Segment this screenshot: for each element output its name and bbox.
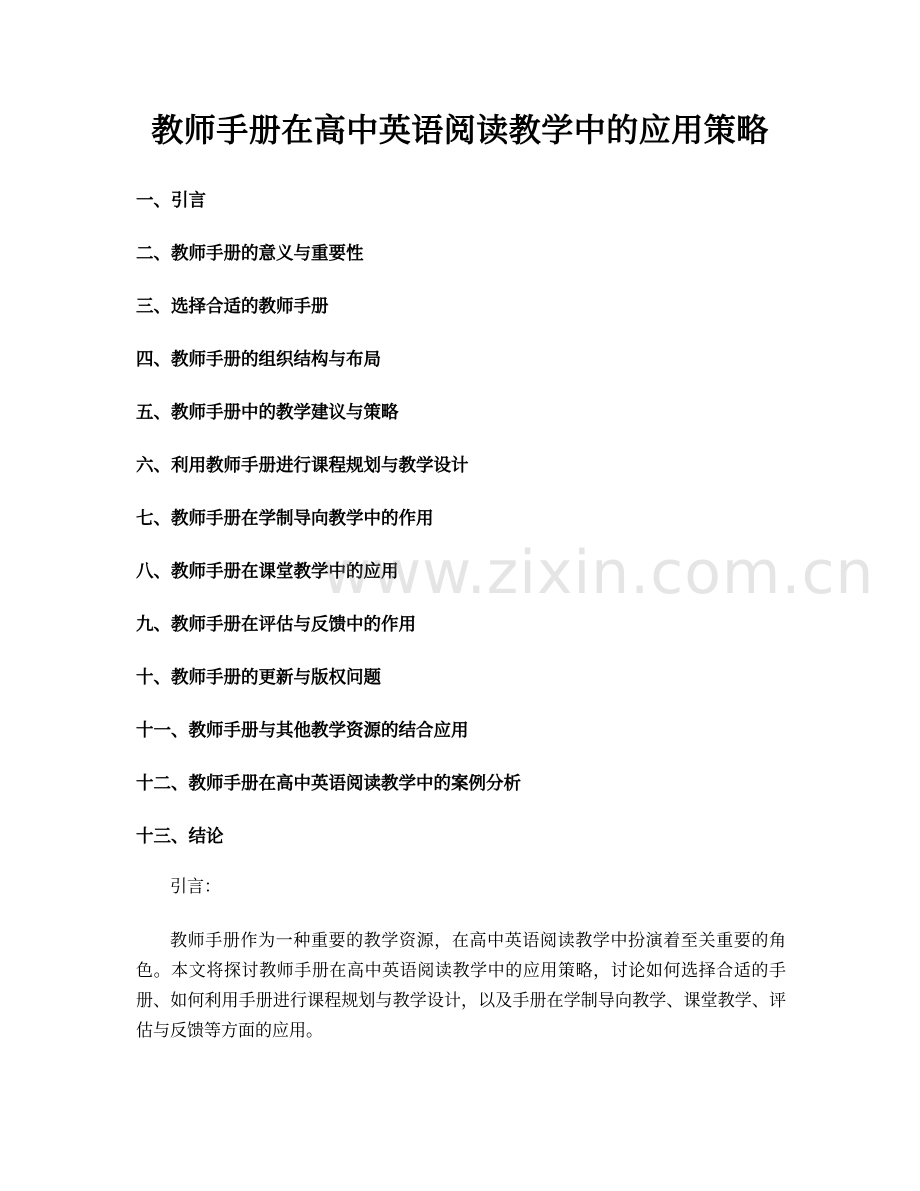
intro-paragraph: 教师手册作为一种重要的教学资源，在高中英语阅读教学中扮演着至关重要的角色。本文将探讨教师手册在高中英语阅读教学中的应用策略，讨论如何选择合适的手册、如何利用手册进行课程规划与教学设计，以及手册在学制导向教学、课堂教学、评估与反馈等方面的应用。 — [136, 931, 786, 1041]
intro-label: 引言： — [170, 877, 221, 897]
toc-item: 三、选择合适的教师手册 — [136, 297, 329, 317]
table-of-contents — [136, 186, 786, 875]
toc-item: 十三、结论 — [136, 827, 224, 847]
document-title: 教师手册在高中英语阅读教学中的应用策略 — [151, 111, 769, 149]
toc-item: 十一、教师手册与其他教学资源的结合应用 — [136, 721, 469, 741]
toc-item: 五、教师手册中的教学建议与策略 — [136, 403, 399, 423]
watermark: www.zixin.com.cn — [322, 538, 875, 608]
toc-item: 四、教师手册的组织结构与布局 — [136, 350, 381, 370]
toc-item: 八、教师手册在课堂教学中的应用 — [136, 562, 399, 582]
toc-item: 一、引言 — [136, 191, 206, 211]
toc-item: 十、教师手册的更新与版权问题 — [136, 668, 381, 688]
toc-item: 六、利用教师手册进行课程规划与教学设计 — [136, 456, 469, 476]
toc-item: 二、教师手册的意义与重要性 — [136, 244, 364, 264]
toc-item: 十二、教师手册在高中英语阅读教学中的案例分析 — [136, 774, 521, 794]
toc-item: 九、教师手册在评估与反馈中的作用 — [136, 615, 416, 635]
toc-item: 七、教师手册在学制导向教学中的作用 — [136, 509, 434, 529]
